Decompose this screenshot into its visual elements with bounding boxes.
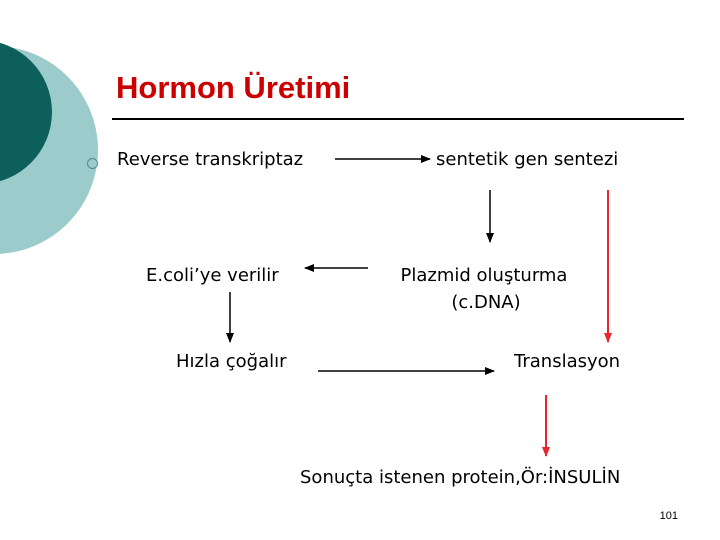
page-number: 101	[659, 510, 678, 522]
slide-title: Hormon Üretimi	[116, 70, 351, 105]
node-plazmid-line2: (c.DNA)	[451, 292, 521, 313]
node-sonuc-protein: Sonuçta istenen protein,Ör:İNSULİN	[300, 467, 621, 488]
node-translasyon: Translasyon	[514, 351, 621, 372]
node-hizla-cogalir: Hızla çoğalır	[176, 351, 287, 372]
node-plazmid-line1: Plazmid oluşturma	[400, 265, 568, 286]
node-reverse-transkriptaz: Reverse transkriptaz	[117, 149, 304, 170]
node-ecoli-verilir: E.coli’ye verilir	[146, 265, 279, 286]
node-sentetik-gen-sentezi: sentetik gen sentezi	[436, 149, 619, 170]
